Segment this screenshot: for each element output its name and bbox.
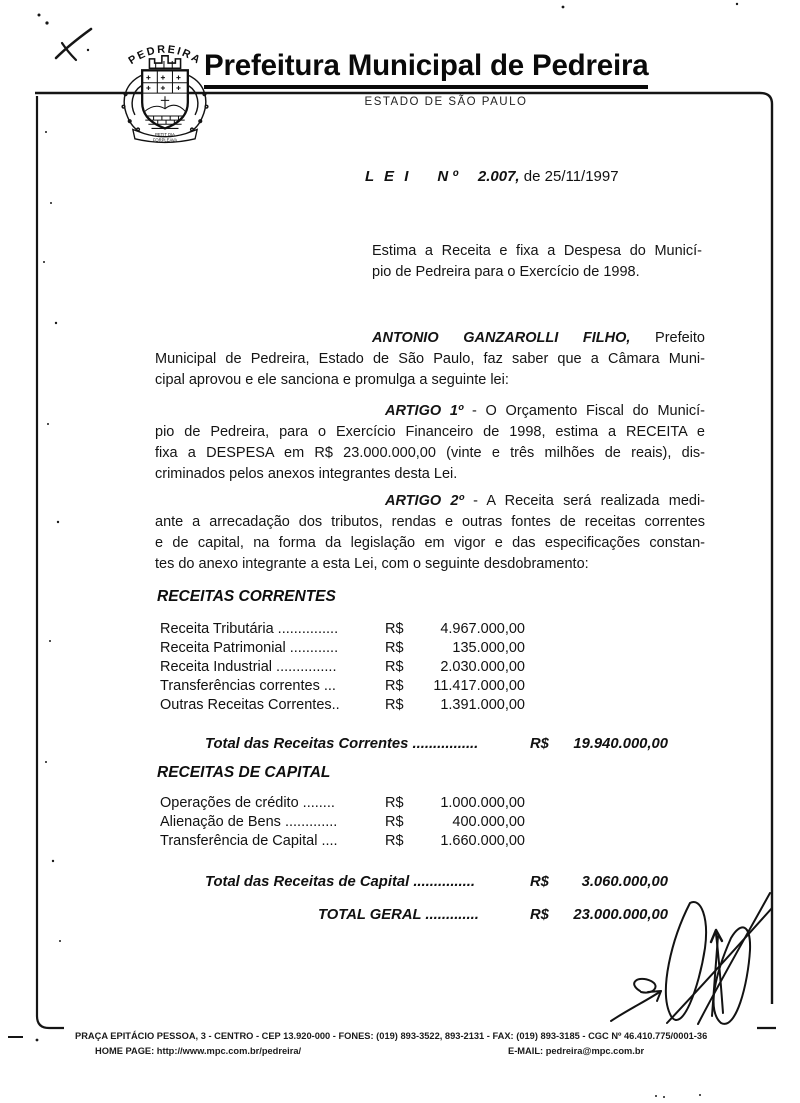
law-label: L E I <box>365 168 412 185</box>
svg-text:PETIT DIA: PETIT DIA <box>155 132 175 138</box>
revenue-table-correntes <box>160 621 560 716</box>
section-heading-receitas-capital: RECEITAS DE CAPITAL <box>157 764 331 781</box>
money-row: Outras Receitas Correntes.. R$ 1.391.000,00 <box>160 697 525 713</box>
money-row: Total das Receitas de Capital ............... R$ 3.060.000,00 <box>205 874 668 890</box>
paragraph-preamble: ANTONIO GANZAROLLI FILHO, Prefeito Municipal de Pedreira, Estado de São Paulo, faz saber que a Câmara Muni- cipal aprovou e ele sanciona e promulga a seguinte lei: <box>155 330 705 388</box>
footer-email: E-MAIL: pedreira@mpc.com.br <box>508 1046 645 1056</box>
money-row: Transferências correntes ... R$ 11.417.000,00 <box>160 678 525 694</box>
section-heading-receitas-correntes: RECEITAS CORRENTES <box>157 588 336 605</box>
header-subtitle: ESTADO DE SÃO PAULO <box>364 96 528 108</box>
law-number: 2.007, <box>477 168 520 185</box>
total-row-capital <box>155 874 705 895</box>
paragraph-artigo-2: ARTIGO 2º - A Receita será realizada medi- ante a arrecadação dos tributos, rendas e outras fontes de receitas correntes e de capital, na forma da legislação em vigor e das especificações constan- tes do anexo integrante a esta Lei, com o seguinte desdobramento: <box>155 493 705 572</box>
law-number-line <box>365 168 619 185</box>
page-title: Prefeitura Municipal de Pedreira <box>204 49 648 89</box>
crest-city-name: PEDREIRA <box>126 43 204 68</box>
footer-address: PRAÇA EPITÁCIO PESSOA, 3 - CENTRO - CEP 13.920-000 - FONES: (019) 893-3522, 893-2131 - FAX: (019) 893-3185 - CGC Nº 46.410.775/0001-36 <box>75 1031 708 1041</box>
law-summary: Estima a Receita e fixa a Despesa do Municí- pio de Pedreira para o Exercício de 1998. <box>372 243 702 280</box>
city-crest <box>110 34 220 144</box>
svg-text:FORPLEAVA: FORPLEAVA <box>152 137 178 143</box>
money-row: Operações de crédito ........ R$ 1.000.000,00 <box>160 795 525 811</box>
law-date: de 25/11/1997 <box>519 168 619 185</box>
paragraph-artigo-1: ARTIGO 1º - O Orçamento Fiscal do Municí- pio de Pedreira, para o Exercício Financeiro de 1998, estima a RECEITA e fixa a DESPESA em R$ 23.000.000,00 (vinte e três milhões de reais), dis- criminados pelos anexos integrantes desta Lei. <box>155 403 705 482</box>
footer-homepage: HOME PAGE: http://www.mpc.com.br/pedreira/ <box>95 1046 302 1056</box>
revenue-table-capital <box>160 795 560 852</box>
total-row-correntes <box>155 736 705 757</box>
total-geral-row <box>155 907 705 928</box>
money-row: Transferência de Capital .... R$ 1.660.000,00 <box>160 833 525 849</box>
crest-shield-icon <box>142 70 188 128</box>
money-row: Total das Receitas Correntes ................ R$ 19.940.000,00 <box>205 736 668 752</box>
money-row: TOTAL GERAL ............. R$ 23.000.000,00 <box>318 907 668 923</box>
money-row: Alienação de Bens ............. R$ 400.000,00 <box>160 814 525 830</box>
money-row: Receita Patrimonial ............ R$ 135.000,00 <box>160 640 525 656</box>
money-row: Receita Industrial ............... R$ 2.030.000,00 <box>160 659 525 675</box>
money-row: Receita Tributária ............... R$ 4.967.000,00 <box>160 621 525 637</box>
law-number-label: N º <box>437 168 458 185</box>
